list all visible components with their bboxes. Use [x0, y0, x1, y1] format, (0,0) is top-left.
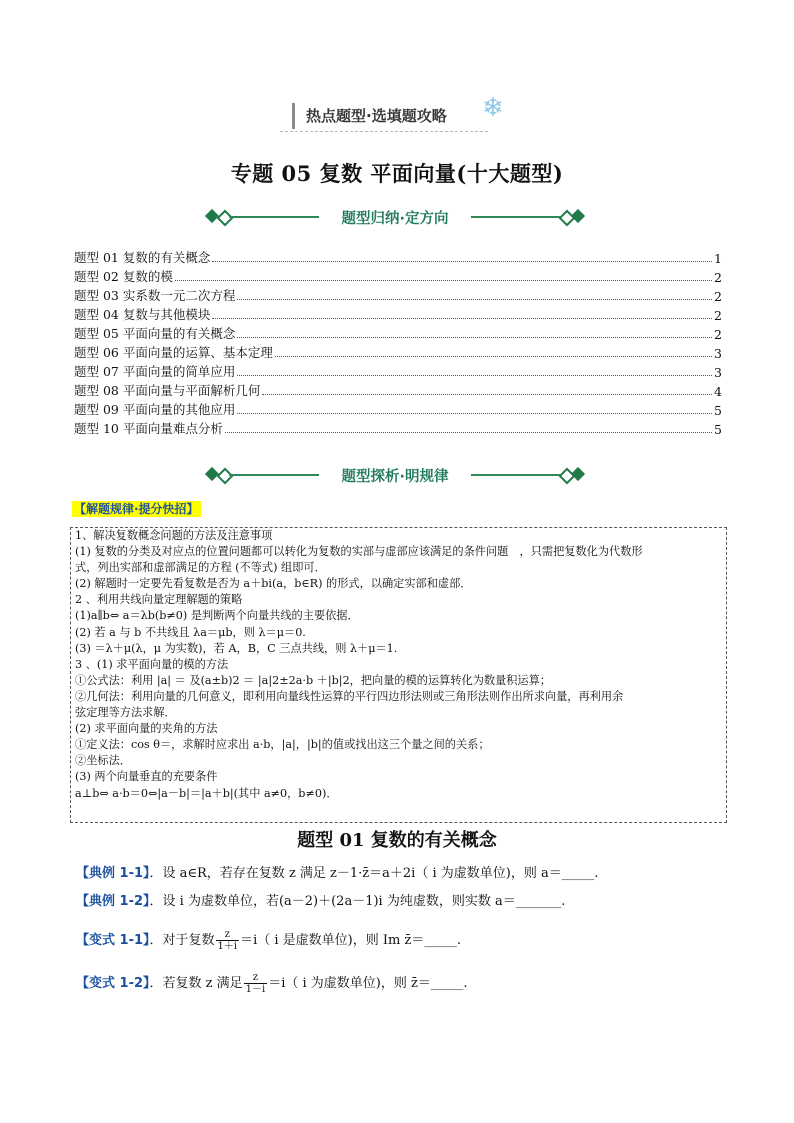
methods-line: (1)a∥b⇔ a＝λb(b≠0) 是判断两个向量共线的主要依据． — [75, 609, 359, 623]
section-title: 题型 01 复数的有关概念 — [297, 830, 497, 851]
methods-line: 式，列出实部和虚部满足的方程 (不等式) 组即可． — [75, 561, 326, 575]
diamond-icon — [571, 467, 585, 481]
example-label: 【变式 1-1】 — [76, 933, 150, 948]
methods-line: (3) 两个向量垂直的充要条件 — [75, 770, 218, 784]
example-item: 【变式 1-2】．若复数 z 满足 $\frac{z}{1-i}$ ＝i（ i 为虚数单位)，则 z̄＝_____. — [76, 972, 468, 995]
page-title: 专题 05 复数 平面向量(十大题型) — [230, 161, 564, 186]
example-label: 【变式 1-2】 — [76, 976, 150, 991]
snowflake-icon: ❄ — [482, 93, 504, 123]
diamond-outline-icon — [217, 468, 234, 485]
methods-line: ①公式法：利用 |a| ＝ 及(a±b)2 ＝ |a|2±2a·b ＋|b|2，把向量的模的运算转化为数量积运算； — [75, 673, 552, 687]
example-label: 【典例 1-2】 — [76, 894, 150, 909]
fraction: $\frac{z}{1+i}$ — [217, 929, 238, 952]
methods-line: ②几何法：利用向量的几何意义，即利用向量线性运算的平行四边形法则或三角形法则作出所求向量，再利用余 — [75, 689, 624, 703]
banner-label: 题型探析·明规律 — [341, 469, 449, 485]
banner-label: 题型归纳·定方向 — [341, 211, 449, 227]
toc-entry[interactable]: 题型 07 平面向量的简单应用 3 — [74, 364, 722, 380]
diamond-icon — [571, 209, 585, 223]
table-of-contents — [74, 247, 722, 437]
toc-entry[interactable]: 题型 01 复数的有关概念 1 — [74, 250, 722, 266]
example-item: 【典例 1-1】．设 a∈R，若存在复数 z 满足 z－1·z̄＝a＋2i（ i 为虚数单位)，则 a＝_____. — [76, 866, 599, 881]
header-accent-bar — [292, 103, 295, 129]
methods-line: (2) 解题时一定要先看复数是否为 a＋bi(a，b∈R) 的形式，以确定实部和虚部． — [75, 577, 472, 591]
toc-entry[interactable]: 题型 06 平面向量的运算、基本定理 3 — [74, 345, 722, 361]
fraction: $\frac{z}{1-i}$ — [245, 972, 266, 995]
toc-entry[interactable]: 题型 08 平面向量与平面解析几何 4 — [74, 383, 722, 399]
methods-line: (3) ＝λ＋μ(λ，μ 为实数)，若 A，B，C 三点共线，则 λ＋μ＝1. — [75, 641, 398, 655]
methods-line: (2) 若 a 与 b 不共线且 λa＝μb，则 λ＝μ＝0. — [75, 625, 306, 639]
tips-tag: 【解题规律·提分快招】 — [74, 502, 199, 516]
methods-line: 3 、(1) 求平面向量的模的方法 — [75, 657, 229, 671]
header-divider — [280, 131, 488, 132]
toc-entry[interactable]: 题型 09 平面向量的其他应用 5 — [74, 402, 722, 418]
example-item: 【变式 1-1】．对于复数 $\frac{z}{1+i}$ ＝i（ i 是虚数单位)，则 Im z̄＝_____. — [76, 929, 461, 952]
example-item: 【典例 1-2】．设 i 为虚数单位，若(a－2)＋(2a－1)i 为纯虚数，则实数 a＝_______. — [76, 894, 566, 909]
methods-line: a⊥b⇔ a·b＝0⇔|a－b|＝|a＋b|(其中 a≠0，b≠0)． — [75, 786, 338, 800]
methods-line: (2) 求平面向量的夹角的方法 — [75, 722, 218, 736]
toc-entry[interactable]: 题型 10 平面向量难点分析 5 — [74, 421, 722, 437]
methods-line: ②坐标法． — [75, 754, 131, 768]
toc-entry[interactable]: 题型 05 平面向量的有关概念 2 — [74, 326, 722, 342]
section-banner-toc — [205, 207, 585, 227]
toc-entry[interactable]: 题型 03 实系数一元二次方程 2 — [74, 288, 722, 304]
header-label: 热点题型·选填题攻略 — [306, 107, 447, 125]
methods-line: 2 、利用共线向量定理解题的策略 — [75, 593, 243, 607]
section-banner-analysis — [205, 465, 585, 485]
methods-line: 弦定理等方法求解． — [75, 706, 176, 720]
diamond-outline-icon — [217, 210, 234, 227]
methods-line: (1) 复数的分类及对应点的位置问题都可以转化为复数的实部与虚部应该满足的条件问题 ，只需把复数化为代数形 — [75, 545, 643, 559]
methods-line: ①定义法：cos θ＝，求解时应求出 a·b，|a|，|b|的值或找出这三个量之间的关系； — [75, 738, 490, 752]
example-label: 【典例 1-1】 — [76, 866, 150, 881]
methods-line: 1、解决复数概念问题的方法及注意事项 — [75, 529, 273, 542]
toc-entry[interactable]: 题型 04 复数与其他模块 2 — [74, 307, 722, 323]
toc-entry[interactable]: 题型 02 复数的模 2 — [74, 269, 722, 285]
methods-text — [75, 528, 725, 802]
